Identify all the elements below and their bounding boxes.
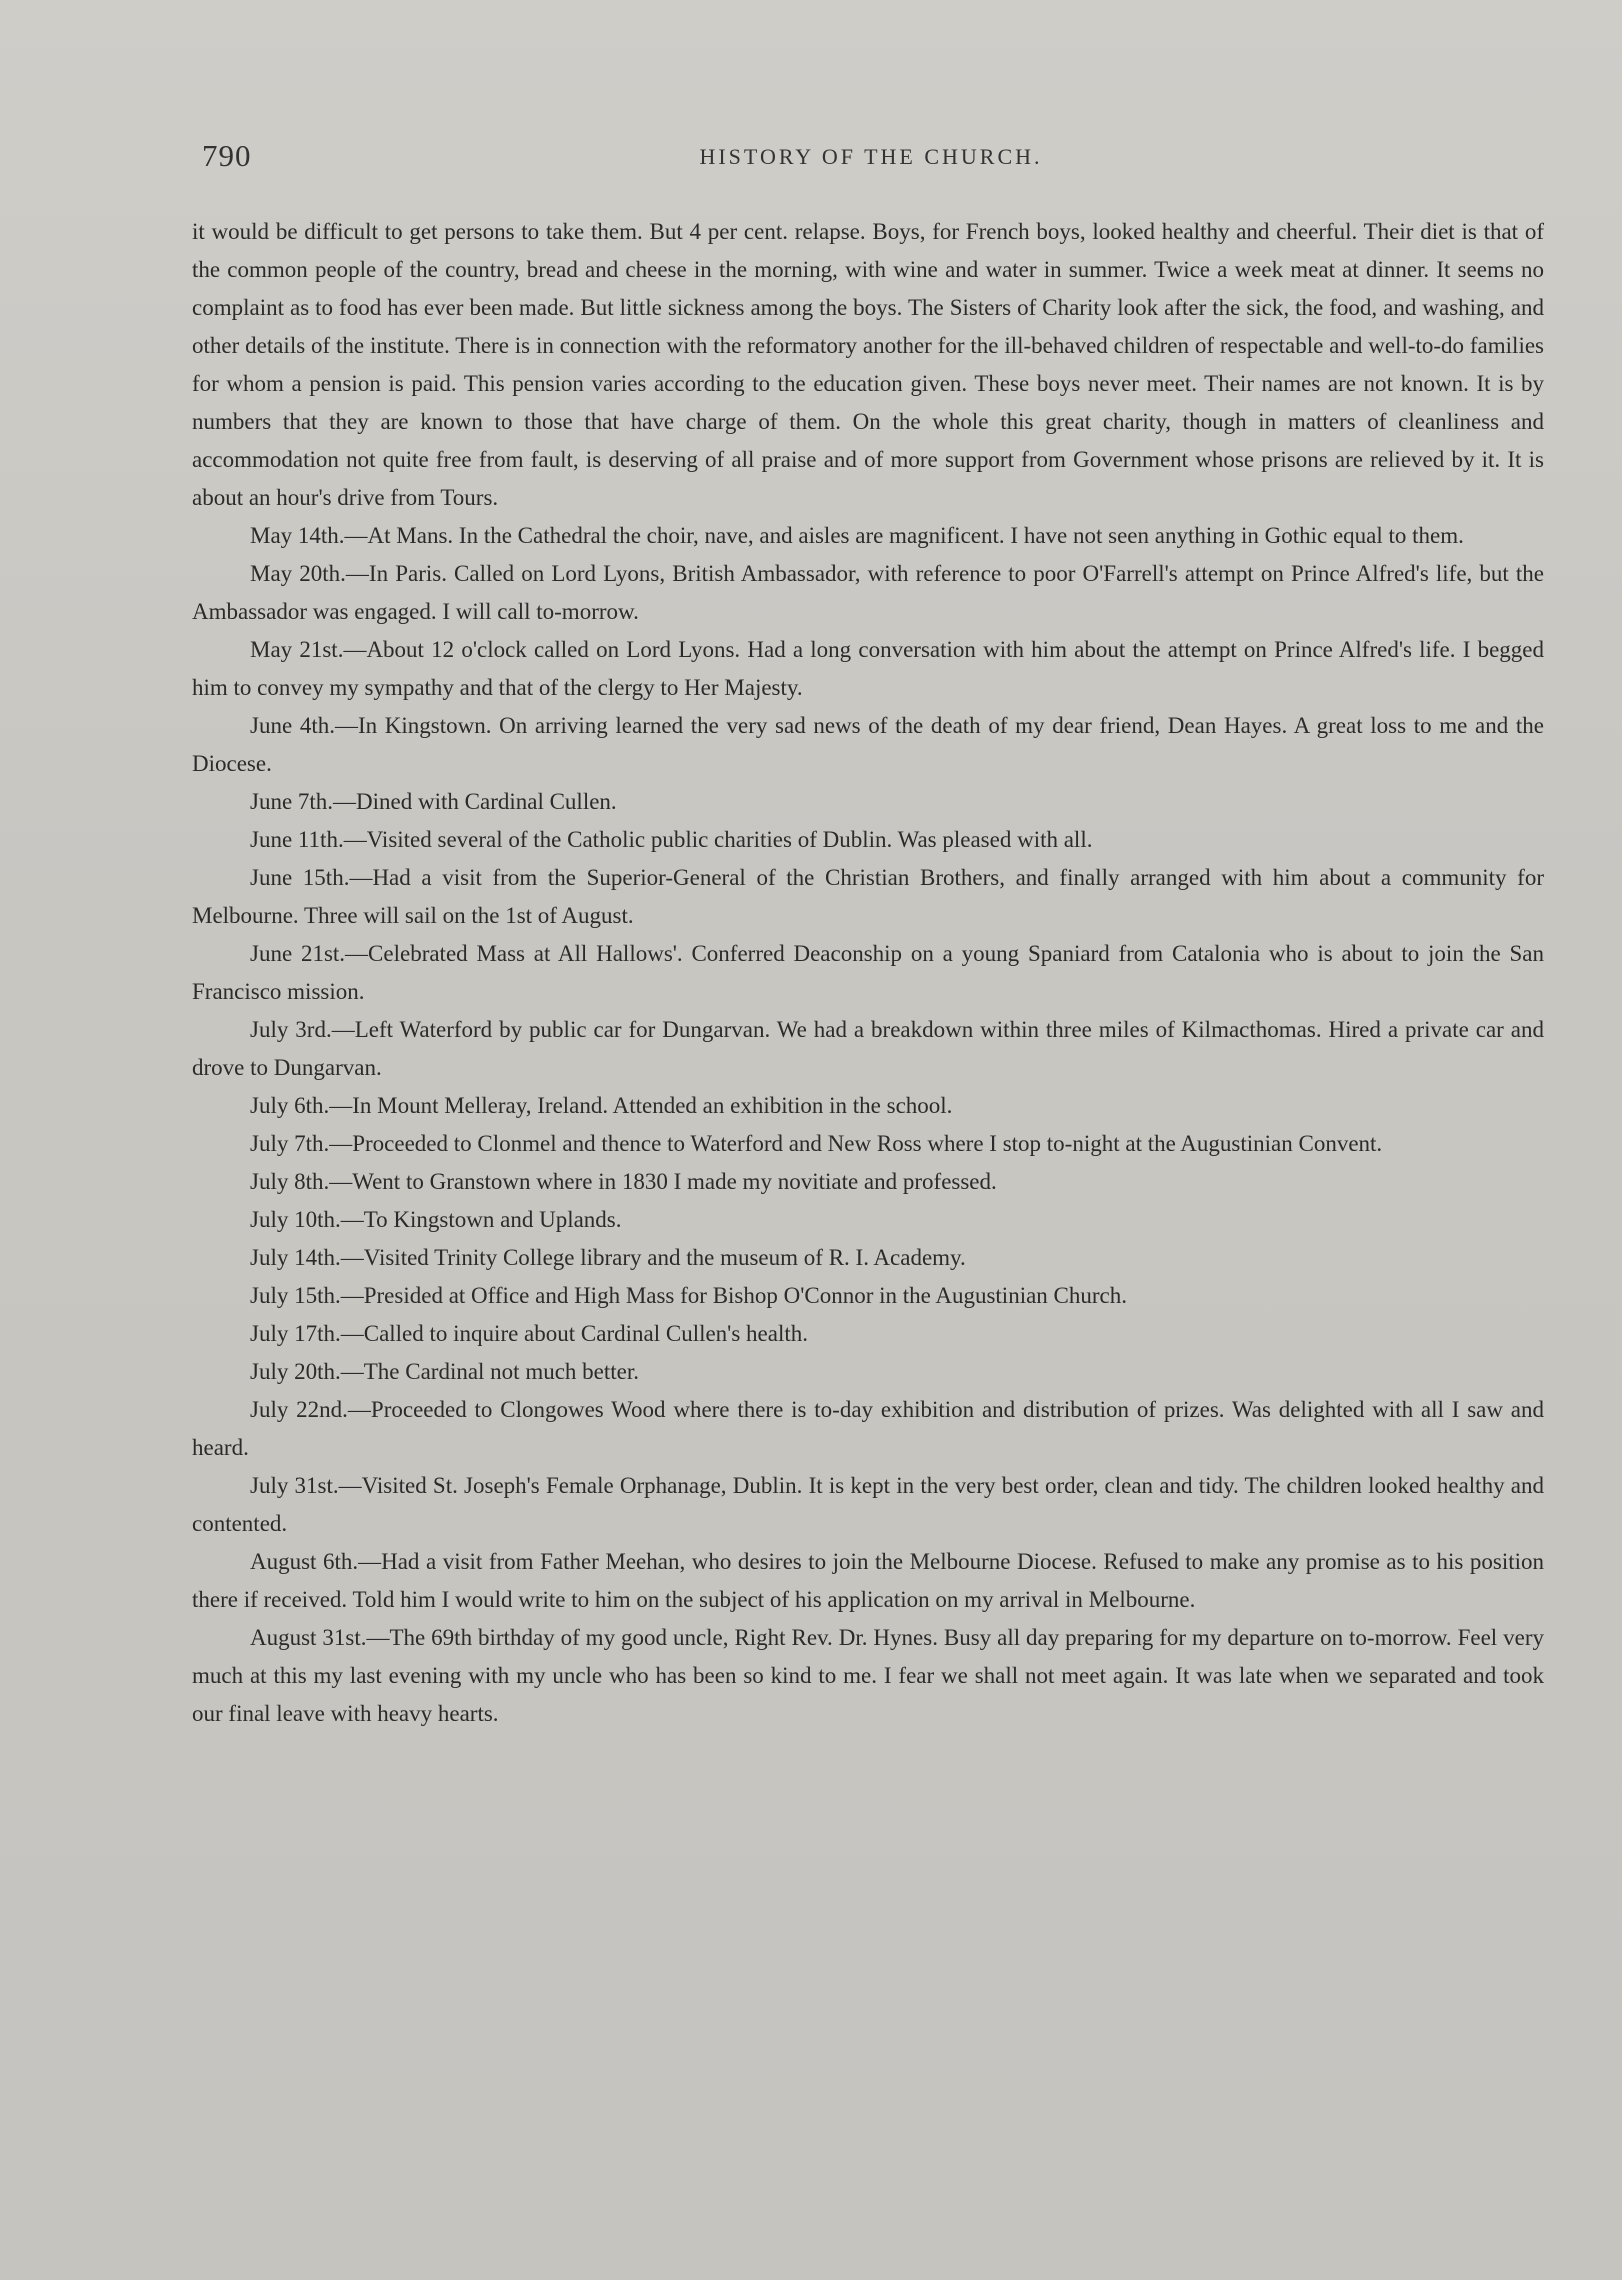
diary-entry-august-6: August 6th.—Had a visit from Father Meehan, who desires to join the Melbourne Diocese. Refused to make any promise as to his position there if received. Told him I would write to him on the subject of his application on my arrival in Melbourne. (192, 1549, 1544, 1612)
diary-entry-may-21: May 21st.—About 12 o'clock called on Lord Lyons. Had a long conversation with him about the attempt on Prince Alfred's life. I begged him to convey my sympathy and that of the clergy to Her Majesty. (192, 637, 1544, 700)
paragraph: it would be difficult to get persons to take them. But 4 per cent. relapse. Boys, for French boys, looked healthy and cheerful. Their diet is that of the common people of the country, bread and cheese in the morning, with wine and water in summer. Twice a week meat at dinner. It seems no complaint as to food has ever been made. But little sickness among the boys. The Sisters of Charity look after the sick, the food, and washing, and other details of the institute. There is in connection with the reformatory another for the ill-behaved children of respectable and well-to-do families for whom a pension is paid. This pension varies according to the education given. These boys never meet. Their names are not known. It is by numbers that they are known to those that have charge of them. On the whole this great charity, though in matters of cleanliness and accommodation not quite free from fault, is deserving of all praise and of more support from Government whose prisons are relieved by it. It is about an hour's drive from Tours. (192, 219, 1544, 510)
diary-entry-june-15: June 15th.—Had a visit from the Superior-General of the Christian Brothers, and finally arranged with him about a community for Melbourne. Three will sail on the 1st of August. (192, 865, 1544, 928)
diary-entry-july-3: July 3rd.—Left Waterford by public car for Dungarvan. We had a breakdown within three miles of Kilmacthomas. Hired a private car and drove to Dungarvan. (192, 1017, 1544, 1080)
diary-entry-july-8: July 8th.—Went to Granstown where in 1830 I made my novitiate and professed. (250, 1169, 997, 1194)
diary-entry-july-14: July 14th.—Visited Trinity College library and the museum of R. I. Academy. (250, 1245, 966, 1270)
diary-entry-may-20: May 20th.—In Paris. Called on Lord Lyons, British Ambassador, with reference to poor O'Farrell's attempt on Prince Alfred's life, but the Ambassador was engaged. I will call to-morrow. (192, 561, 1544, 624)
diary-entry-may-14: May 14th.—At Mans. In the Cathedral the choir, nave, and aisles are magnificent. I have not seen anything in Gothic equal to them. (250, 523, 1464, 548)
diary-entry-july-31: July 31st.—Visited St. Joseph's Female Orphanage, Dublin. It is kept in the very best order, clean and tidy. The children looked healthy and contented. (192, 1473, 1544, 1536)
diary-entry-june-4: June 4th.—In Kingstown. On arriving learned the very sad news of the death of my dear friend, Dean Hayes. A great loss to me and the Diocese. (192, 713, 1544, 776)
diary-entry-june-7: June 7th.—Dined with Cardinal Cullen. (250, 789, 617, 814)
diary-entry-july-7: July 7th.—Proceeded to Clonmel and thence to Waterford and New Ross where I stop to-night at the Augustinian Convent. (250, 1131, 1383, 1156)
running-title: HISTORY OF THE CHURCH. (699, 144, 1043, 169)
page-number: 790 (202, 138, 252, 173)
diary-entry-august-31: August 31st.—The 69th birthday of my good uncle, Right Rev. Dr. Hynes. Busy all day preparing for my departure on to-morrow. Feel very much at this my last evening with my uncle who has been so kind to me. I fear we shall not meet again. It was late when we separated and took our final leave with heavy hearts. (192, 1625, 1544, 1726)
diary-entry-july-6: July 6th.—In Mount Melleray, Ireland. Attended an exhibition in the school. (250, 1093, 953, 1118)
diary-entry-july-15: July 15th.—Presided at Office and High Mass for Bishop O'Connor in the Augustinian Church. (250, 1283, 1127, 1308)
diary-entry-june-21: June 21st.—Celebrated Mass at All Hallows'. Conferred Deaconship on a young Spaniard from Catalonia who is about to join the San Francisco mission. (192, 941, 1544, 1004)
diary-entry-july-17: July 17th.—Called to inquire about Cardinal Cullen's health. (250, 1321, 808, 1346)
diary-entry-july-10: July 10th.—To Kingstown and Uplands. (250, 1207, 622, 1232)
diary-entry-july-22: July 22nd.—Proceeded to Clongowes Wood where there is to-day exhibition and distribution of prizes. Was delighted with all I saw and heard. (192, 1397, 1544, 1460)
diary-entry-june-11: June 11th.—Visited several of the Catholic public charities of Dublin. Was pleased with all. (250, 827, 1093, 852)
body-text (192, 213, 1544, 1733)
diary-entry-july-20: July 20th.—The Cardinal not much better. (250, 1359, 640, 1384)
running-head (196, 138, 1546, 178)
